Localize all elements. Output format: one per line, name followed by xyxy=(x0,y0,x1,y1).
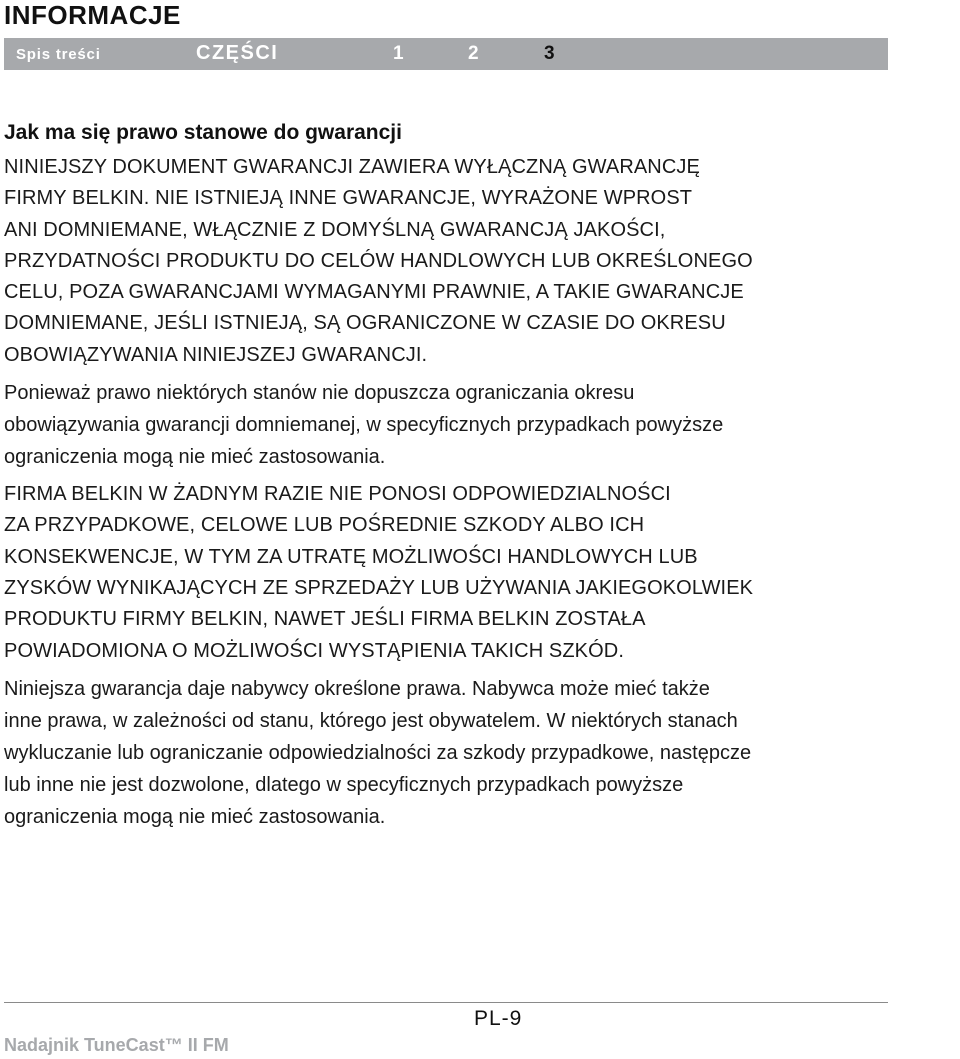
footer-divider xyxy=(4,1002,888,1003)
page-number: PL-9 xyxy=(474,1007,523,1030)
part-2-link[interactable]: 2 xyxy=(468,43,479,64)
paragraph-implied-warranty-limits: Ponieważ prawo niektórych stanów nie dopuszcza ograniczania okresu obowiązywania gwarancji domniemanej, w specyficznych przypadkach powyższe ograniczenia mogą nie mieć zastosowania. xyxy=(4,382,724,469)
paragraph-buyer-rights: Niniejsza gwarancja daje nabywcy określone prawa. Nabywca może mieć także inne prawa, w zależności od stanu, którego jest obywatelem. W niektórych stanach wykluczanie lub ograniczanie odpowiedzialności za szkody przypadkowe, następcze lub inne nie jest dozwolone, dlatego w specyficznych przypadkach powyższe ograniczenia mogą nie mieć zastosowania. xyxy=(4,677,752,828)
section-heading: Jak ma się prawo stanowe do gwarancji xyxy=(4,121,402,144)
section-title: INFORMACJE xyxy=(4,0,181,30)
parts-label: CZĘŚCI xyxy=(196,42,279,64)
part-1-link[interactable]: 1 xyxy=(393,43,404,64)
paragraph-liability-exclusion: FIRMA BELKIN W ŻADNYM RAZIE NIE PONOSI ODPOWIEDZIALNOŚCI ZA PRZYPADKOWE, CELOWE LUB POŚREDNIE SZKODY ALBO ICH KONSEKWENCJE, W TYM ZA UTRATĘ MOŻLIWOŚCI HANDLOWYCH LUB ZYSKÓW WYNIKAJĄCYCH ZE SPRZEDAŻY LUB UŻYWANIA JAKIEGOKOLWIEK PRODUKTU FIRMY BELKIN, NAWET JEŚLI FIRMA BELKIN ZOSTAŁA POWIADOMIONA O MOŻLIWOŚCI WYSTĄPIENIA TAKICH SZKÓD. xyxy=(4,483,754,662)
table-of-contents-link[interactable]: Spis treści xyxy=(16,46,101,63)
main-content xyxy=(4,118,904,839)
product-name: Nadajnik TuneCast™ II FM xyxy=(4,1035,229,1055)
section-nav-bar xyxy=(4,38,888,70)
paragraph-exclusive-warranty: NINIEJSZY DOKUMENT GWARANCJI ZAWIERA WYŁĄCZNĄ GWARANCJĘ FIRMY BELKIN. NIE ISTNIEJĄ INNE GWARANCJE, WYRAŻONE WPROST ANI DOMNIEMANE, WŁĄCZNIE Z DOMYŚLNĄ GWARANCJĄ JAKOŚCI, PRZYDATNOŚCI PRODUKTU DO CELÓW HANDLOWYCH LUB OKREŚLONEGO CELU, POZA GWARANCJAMI WYMAGANYMI PRAWNIE, A TAKIE GWARANCJE DOMNIEMANE, JEŚLI ISTNIEJĄ, SĄ OGRANICZONE W CZASIE DO OKRESU OBOWIĄZYWANIA NINIEJSZEJ GWARANCJI. xyxy=(4,156,753,366)
part-3-link-active[interactable]: 3 xyxy=(544,43,555,64)
